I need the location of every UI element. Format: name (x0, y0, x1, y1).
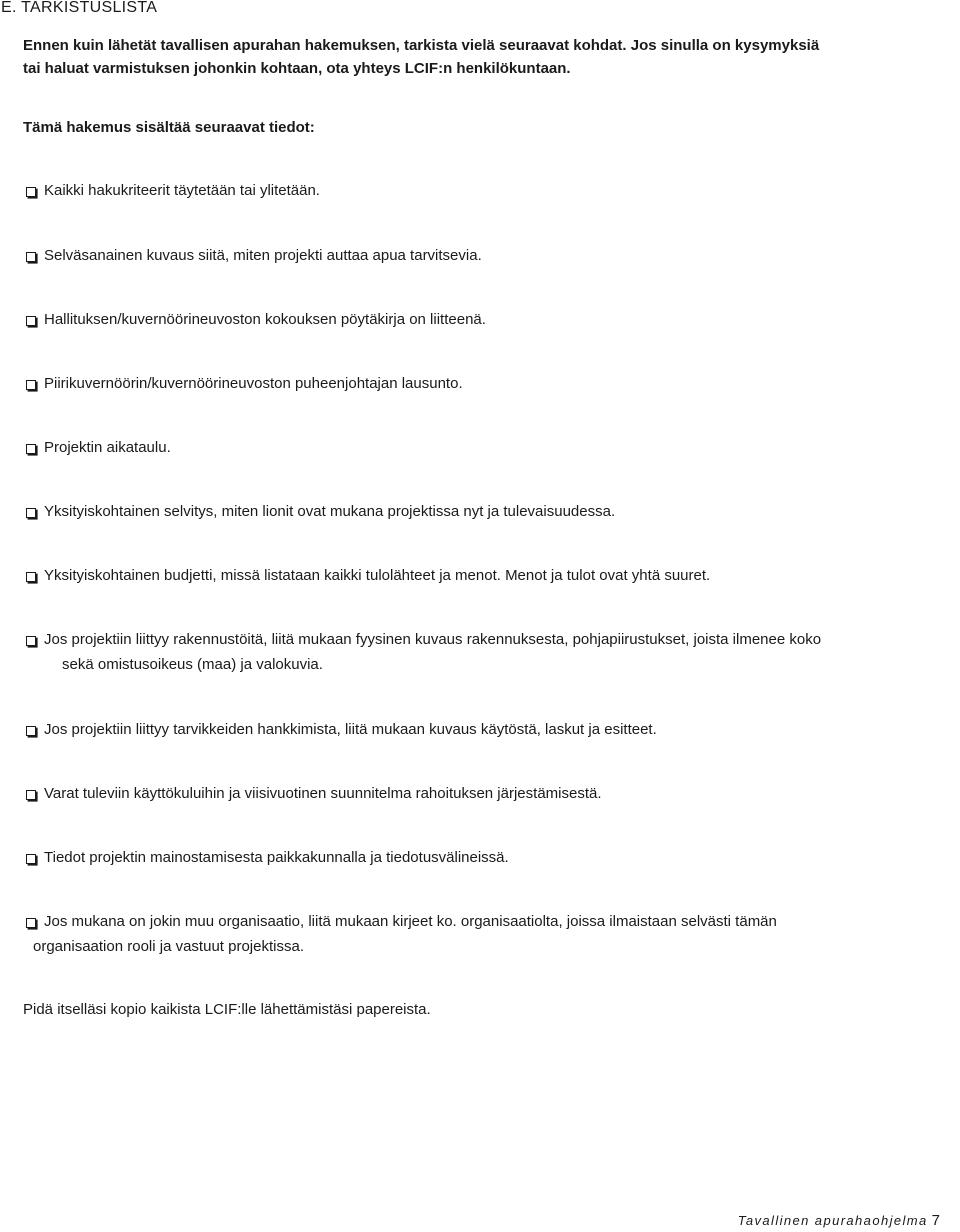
checklist-item-line-2: sekä omistusoikeus (maa) ja valokuvia. (62, 656, 323, 673)
checklist-item-label (26, 627, 926, 677)
checklist-item-label: Yksityiskohtainen selvitys, miten lionit ovat mukana projektissa nyt ja tulevaisuudessa. (44, 503, 616, 520)
checklist-item-label: Projektin aikataulu. (44, 439, 171, 456)
checklist-item (26, 371, 926, 396)
closing-note: Pidä itselläsi kopio kaikista LCIF:lle lähettämistäsi papereista. (23, 1001, 431, 1018)
page-number: 7 (931, 1212, 940, 1229)
checkbox-icon[interactable] (26, 187, 36, 197)
checkbox-icon[interactable] (26, 726, 36, 736)
checklist-item-label: Hallituksen/kuvernöörineuvoston kokouksen pöytäkirja on liitteenä. (44, 311, 486, 328)
checklist-item-label: Selväsanainen kuvaus siitä, miten projekti auttaa apua tarvitsevia. (44, 247, 482, 264)
checkbox-icon[interactable] (26, 790, 36, 800)
checklist-item (26, 781, 926, 806)
checklist-item-label: Varat tuleviin käyttökuluihin ja viisivuotinen suunnitelma rahoituksen järjestämisestä. (44, 785, 602, 802)
checklist-item-label: Piirikuvernöörin/kuvernöörineuvoston puheenjohtajan lausunto. (44, 375, 463, 392)
footer-label: Tavallinen apurahaohjelma (737, 1213, 928, 1228)
checkbox-icon[interactable] (26, 316, 36, 326)
checkbox-icon[interactable] (26, 918, 36, 928)
checklist-item-label: Kaikki hakukriteerit täytetään tai ylitetään. (44, 182, 320, 199)
checkbox-icon[interactable] (26, 636, 36, 646)
checklist-item-label: Yksityiskohtainen budjetti, missä listataan kaikki tulolähteet ja menot. Menot ja tulot ovat yhtä suuret. (44, 567, 711, 584)
checklist-item-label: Tiedot projektin mainostamisesta paikkakunnalla ja tiedotusvälineissä. (44, 849, 509, 866)
checkbox-icon[interactable] (26, 508, 36, 518)
page-footer (738, 1212, 940, 1230)
checklist-item (26, 435, 926, 460)
checklist-item-line-1: Jos mukana on jokin muu organisaatio, liitä mukaan kirjeet ko. organisaatiolta, joissa ilmaistaan selvästi tämän (44, 913, 777, 930)
checklist-item (26, 717, 926, 742)
checkbox-icon[interactable] (26, 252, 36, 262)
checkbox-icon[interactable] (26, 380, 36, 390)
checklist-item (26, 307, 926, 332)
checklist-item (26, 627, 926, 677)
checklist-item (26, 243, 926, 268)
checklist-item-line-2: organisaation rooli ja vastuut projektissa. (33, 938, 304, 955)
checkbox-icon[interactable] (26, 854, 36, 864)
checklist-item (26, 178, 926, 203)
checklist-item (26, 909, 926, 959)
checklist-heading: Tämä hakemus sisältää seuraavat tiedot: (23, 119, 315, 136)
checkbox-icon[interactable] (26, 572, 36, 582)
intro-line-2: tai haluat varmistuksen johonkin kohtaan, ota yhteys LCIF:n henkilökuntaan. (23, 60, 571, 77)
section-title: E. TARKISTUSLISTA (1, 0, 158, 16)
intro-line-1: Ennen kuin lähetät tavallisen apurahan hakemuksen, tarkista vielä seuraavat kohdat. Jos sinulla on kysymyksiä (23, 37, 820, 54)
checklist-item (26, 845, 926, 870)
checklist-item-label: Jos projektiin liittyy tarvikkeiden hankkimista, liitä mukaan kuvaus käytöstä, laskut ja esitteet. (44, 721, 657, 738)
checklist-item (26, 563, 926, 588)
checkbox-icon[interactable] (26, 444, 36, 454)
checklist-item-label (26, 909, 926, 959)
checklist-item-line-1: Jos projektiin liittyy rakennustöitä, liitä mukaan fyysinen kuvaus rakennuksesta, pohjapiirustukset, joista ilmenee koko (44, 631, 822, 648)
checklist-item (26, 499, 926, 524)
